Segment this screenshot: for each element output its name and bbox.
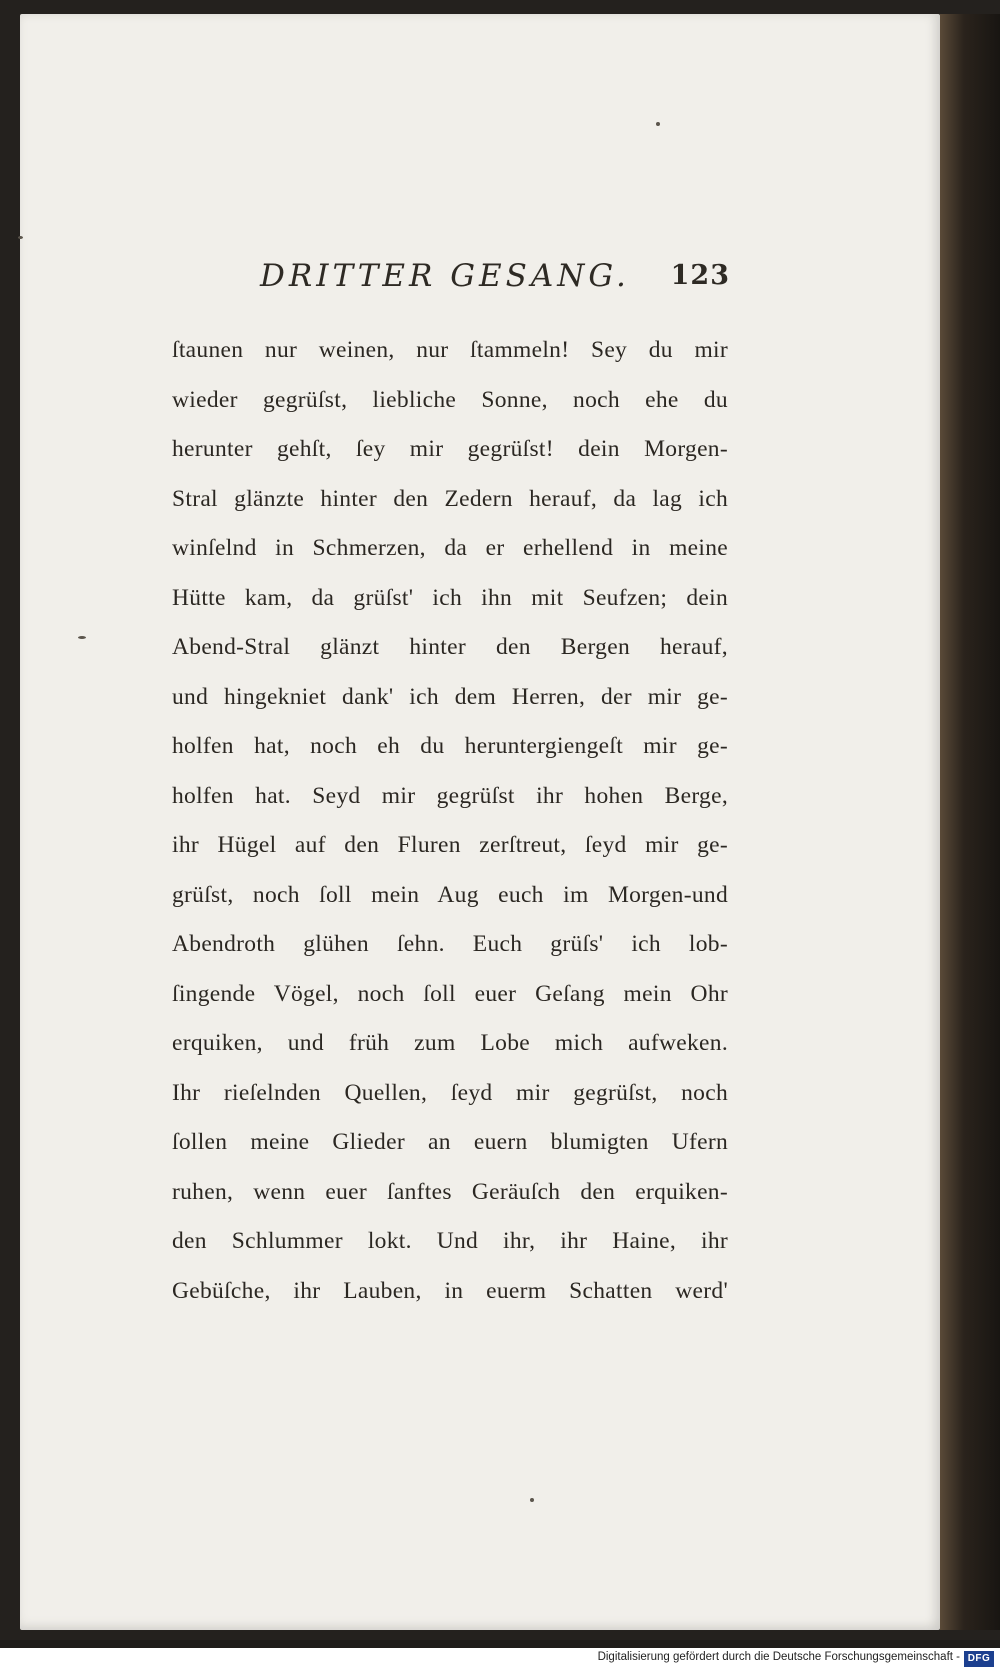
dfg-logo[interactable]: DFG bbox=[964, 1651, 994, 1667]
text-line: winſelnd in Schmerzen, da er erhellend in meine bbox=[172, 535, 728, 561]
text-line: ihr Hügel auf den Fluren zerſtreut, ſeyd mir ge- bbox=[172, 832, 728, 858]
running-head-title: DRITTER GESANG. bbox=[260, 258, 630, 294]
paper-speck bbox=[78, 636, 86, 639]
text-line: holfen hat. Seyd mir gegrüſst ihr hohen Berge, bbox=[172, 782, 728, 809]
text-line: und hingekniet dank' ich dem Herren, der mir ge- bbox=[172, 683, 728, 710]
text-line: Ihr rieſelnden Quellen, ſeyd mir gegrüſst, noch bbox=[172, 1079, 728, 1106]
book-edge bbox=[940, 14, 1000, 1630]
text-line: herunter gehſt, ſey mir gegrüſst! dein Morgen- bbox=[172, 436, 728, 462]
text-line: grüſst, noch ſoll mein Aug euch im Morgen-und bbox=[172, 881, 728, 908]
page-number: 123 bbox=[670, 260, 730, 291]
paper-speck bbox=[656, 122, 660, 126]
footer-bar bbox=[0, 1648, 1000, 1672]
text-line: den Schlummer lokt. Und ihr, ihr Haine, ihr bbox=[172, 1228, 728, 1254]
text-line: ruhen, wenn euer ſanftes Geräuſch den erquiken- bbox=[172, 1178, 728, 1205]
funding-credit: Digitalisierung gefördert durch die Deutsche Forschungsgemeinschaft - bbox=[597, 1651, 960, 1663]
text-line: Hütte kam, da grüſst' ich ihn mit Seufzen; dein bbox=[172, 584, 728, 611]
text-line: ſtaunen nur weinen, nur ſtammeln! Sey du mir bbox=[172, 337, 728, 363]
paper-speck bbox=[530, 1498, 534, 1502]
text-line: Abend-Stral glänzt hinter den Bergen herauf, bbox=[172, 634, 728, 660]
text-line: ſingende Vögel, noch ſoll euer Geſang mein Ohr bbox=[172, 980, 728, 1007]
text-line: erquiken, und früh zum Lobe mich aufweken. bbox=[172, 1030, 728, 1056]
paper-speck bbox=[18, 236, 23, 239]
body-text bbox=[172, 326, 728, 1316]
text-line: Stral glänzte hinter den Zedern herauf, da lag ich bbox=[172, 485, 728, 512]
running-head bbox=[260, 258, 730, 300]
text-line: Abendroth glühen ſehn. Euch grüſs' ich lob- bbox=[172, 931, 728, 957]
text-line: ſollen meine Glieder an euern blumigten Ufern bbox=[172, 1129, 728, 1155]
text-line: wieder gegrüſst, liebliche Sonne, noch ehe du bbox=[172, 386, 728, 413]
text-line: holfen hat, noch eh du heruntergiengeſt mir ge- bbox=[172, 733, 728, 759]
text-line: Gebüſche, ihr Lauben, in euerm Schatten werd' bbox=[172, 1277, 728, 1304]
